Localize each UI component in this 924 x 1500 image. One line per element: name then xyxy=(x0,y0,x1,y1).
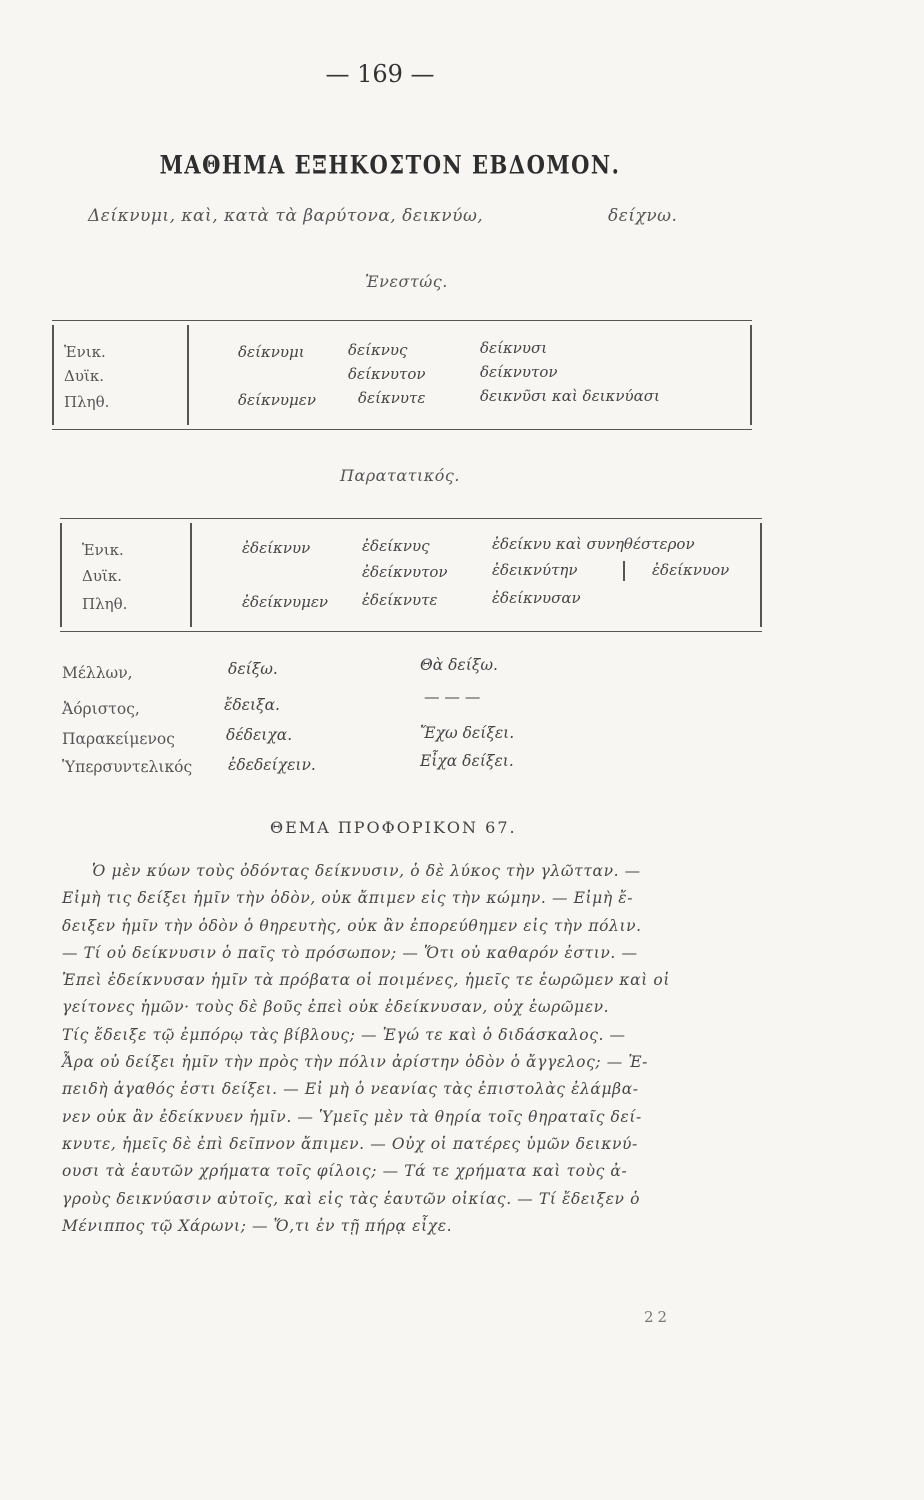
exercise-line: Τίς ἔδειξε τῷ ἐμπόρῳ τὰς βίβλους; — Ἐγώ τε καὶ ὁ διδάσκαλος. — xyxy=(62,1025,626,1044)
imperfect-form: ἐδείκνυτον xyxy=(362,563,448,581)
tense-label: Ὑπερσυντελικός xyxy=(62,758,193,776)
row-label: Δυϊκ. xyxy=(82,567,122,585)
imperfect-table xyxy=(60,518,762,632)
page-number: — 169 — xyxy=(325,60,435,88)
exercise-line: Ὁ μὲν κύων τοὺς ὀδόντας δείκνυσιν, ὁ δὲ λύκος τὴν γλῶτταν. — xyxy=(92,862,641,880)
imperfect-form: ἐδεικνύτην xyxy=(492,561,578,579)
tense-label: Μέλλων, xyxy=(62,664,133,682)
exercise-heading: ΘΕΜΑ ΠΡΟΦΟΡΙΚΟΝ 67. xyxy=(270,818,517,837)
exercise-text xyxy=(62,862,782,1244)
present-form: δείκνυτον xyxy=(348,365,426,383)
present-form: δεικνῦσι καὶ δεικνύασι xyxy=(480,387,660,405)
exercise-line: Ἆρα οὐ δείξει ἡμῖν τὴν πρὸς τὴν πόλιν ἀρίστην ὁδὸν ὁ ἄγγελος; — Ἐ- xyxy=(62,1053,649,1072)
table-right-rule xyxy=(760,523,762,627)
present-form: δείκνυτε xyxy=(358,389,426,407)
imperfect-form: ἐδείκνυς xyxy=(362,537,430,555)
row-label: Δυϊκ. xyxy=(64,367,104,385)
exercise-line: ουσι τὰ ἑαυτῶν χρήματα τοῖς φίλοις; — Τά τε χρήματα καὶ τοὺς ἀ- xyxy=(62,1162,628,1181)
imperfect-form: ἐδείκνυτε xyxy=(362,591,438,609)
row-label: Ἑνικ. xyxy=(64,343,106,361)
imperfect-form: ἐδείκνυμεν xyxy=(242,593,329,611)
exercise-line: γροὺς δεικνύασιν αὐτοῖς, καὶ εἰς τὰς ἑαυτῶν οἰκίας. — Τί ἔδειξεν ὁ xyxy=(62,1189,641,1208)
table-label-rule xyxy=(187,325,189,425)
exercise-line: — Τί οὐ δείκνυσιν ὁ παῖς τὸ πρόσωπον; — Ὅτι οὐ καθαρόν ἐστιν. — xyxy=(62,943,638,962)
tense-modern: Θὰ δείξω. xyxy=(420,656,498,674)
tense-form: ἐδεδείχειν. xyxy=(228,756,316,774)
lesson-title: ΜΑΘΗΜΑ ΕΞΗΚΟΣΤΟΝ ΕΒΔΟΜΟΝ. xyxy=(159,149,621,180)
imperfect-form: ἐδείκνυον xyxy=(652,561,730,579)
table-label-rule xyxy=(190,523,192,627)
tense-form: ἔδειξα. xyxy=(224,696,280,714)
exercise-line: Ἐπεὶ ἐδείκνυσαν ἡμῖν τὰ πρόβατα οἱ ποιμένες, ἡμεῖς τε ἑωρῶμεν καὶ οἱ xyxy=(62,971,671,990)
table-right-rule xyxy=(750,325,752,425)
tense-label: Παρακείμενος xyxy=(62,730,175,748)
tense-modern: Ἔχω δείξει. xyxy=(420,724,515,742)
exercise-line: νεν οὐκ ἂν ἐδείκνυεν ἡμῖν. — Ὑμεῖς μὲν τὰ θηρία τοῖς θηραταῖς δεί- xyxy=(62,1107,642,1126)
exercise-line: δειξεν ἡμῖν τὴν ὁδὸν ὁ θηρευτὴς, οὐκ ἂν ἐπορεύθημεν εἰς τὴν πόλιν. xyxy=(62,916,642,935)
imperfect-form: ἐδείκνυν xyxy=(242,539,311,557)
tense-form: δείξω. xyxy=(228,660,278,678)
present-form: δείκνυσι xyxy=(480,339,548,357)
verb-forms-line xyxy=(88,206,678,226)
present-form: δείκνυτον xyxy=(480,363,558,381)
present-heading: Ἐνεστώς. xyxy=(365,272,448,291)
table-left-rule xyxy=(52,325,54,425)
row-label: Πληθ. xyxy=(82,595,128,613)
tense-modern: Εἶχα δείξει. xyxy=(420,752,514,770)
signature-mark: 22 xyxy=(644,1308,672,1326)
exercise-line: γείτονες ἡμῶν· τοὺς δὲ βοῦς ἐπεὶ οὐκ ἐδείκνυσαν, οὐχ ἑωρῶμεν. xyxy=(62,998,610,1017)
present-form: δείκνυμεν xyxy=(238,391,316,409)
column-rule xyxy=(623,561,625,581)
exercise-line: Μένιππος τῷ Χάρωνι; — Ὅ,τι ἐν τῇ πήρᾳ εἶχε. xyxy=(62,1216,453,1235)
imperfect-heading: Παρατατικός. xyxy=(340,466,460,485)
present-form: δείκνυμι xyxy=(238,343,305,361)
exercise-line: κνυτε, ἡμεῖς δὲ ἐπὶ δεῖπνον ἄπιμεν. — Οὐχ οἱ πατέρες ὑμῶν δεικνύ- xyxy=(62,1134,638,1153)
tense-label: Ἀόριστος, xyxy=(62,700,140,718)
table-left-rule xyxy=(60,523,62,627)
exercise-line: Εἰμὴ τις δείξει ἡμῖν τὴν ὁδὸν, οὐκ ἄπιμεν εἰς τὴν κώμην. — Εἰμὴ ἔ- xyxy=(62,889,634,908)
row-label: Ἑνικ. xyxy=(82,541,124,559)
present-table xyxy=(52,320,752,430)
imperfect-form: ἐδείκνυ καὶ συνηθέστερον xyxy=(492,535,695,553)
tense-form: δέδειχα. xyxy=(226,726,293,744)
verb-forms-last: δείχνω. xyxy=(608,206,678,226)
row-label: Πληθ. xyxy=(64,393,110,411)
tense-modern: — — — xyxy=(424,688,481,706)
verb-forms-main: Δείκνυμι, καὶ, κατὰ τὰ βαρύτονα, δεικνύω, xyxy=(88,206,484,226)
exercise-line: πειδὴ ἀγαθός ἐστι δείξει. — Εἰ μὴ ὁ νεανίας τὰς ἐπιστολὰς ἐλάμβα- xyxy=(62,1080,639,1099)
imperfect-form: ἐδείκνυσαν xyxy=(492,589,581,607)
present-form: δείκνυς xyxy=(348,341,408,359)
